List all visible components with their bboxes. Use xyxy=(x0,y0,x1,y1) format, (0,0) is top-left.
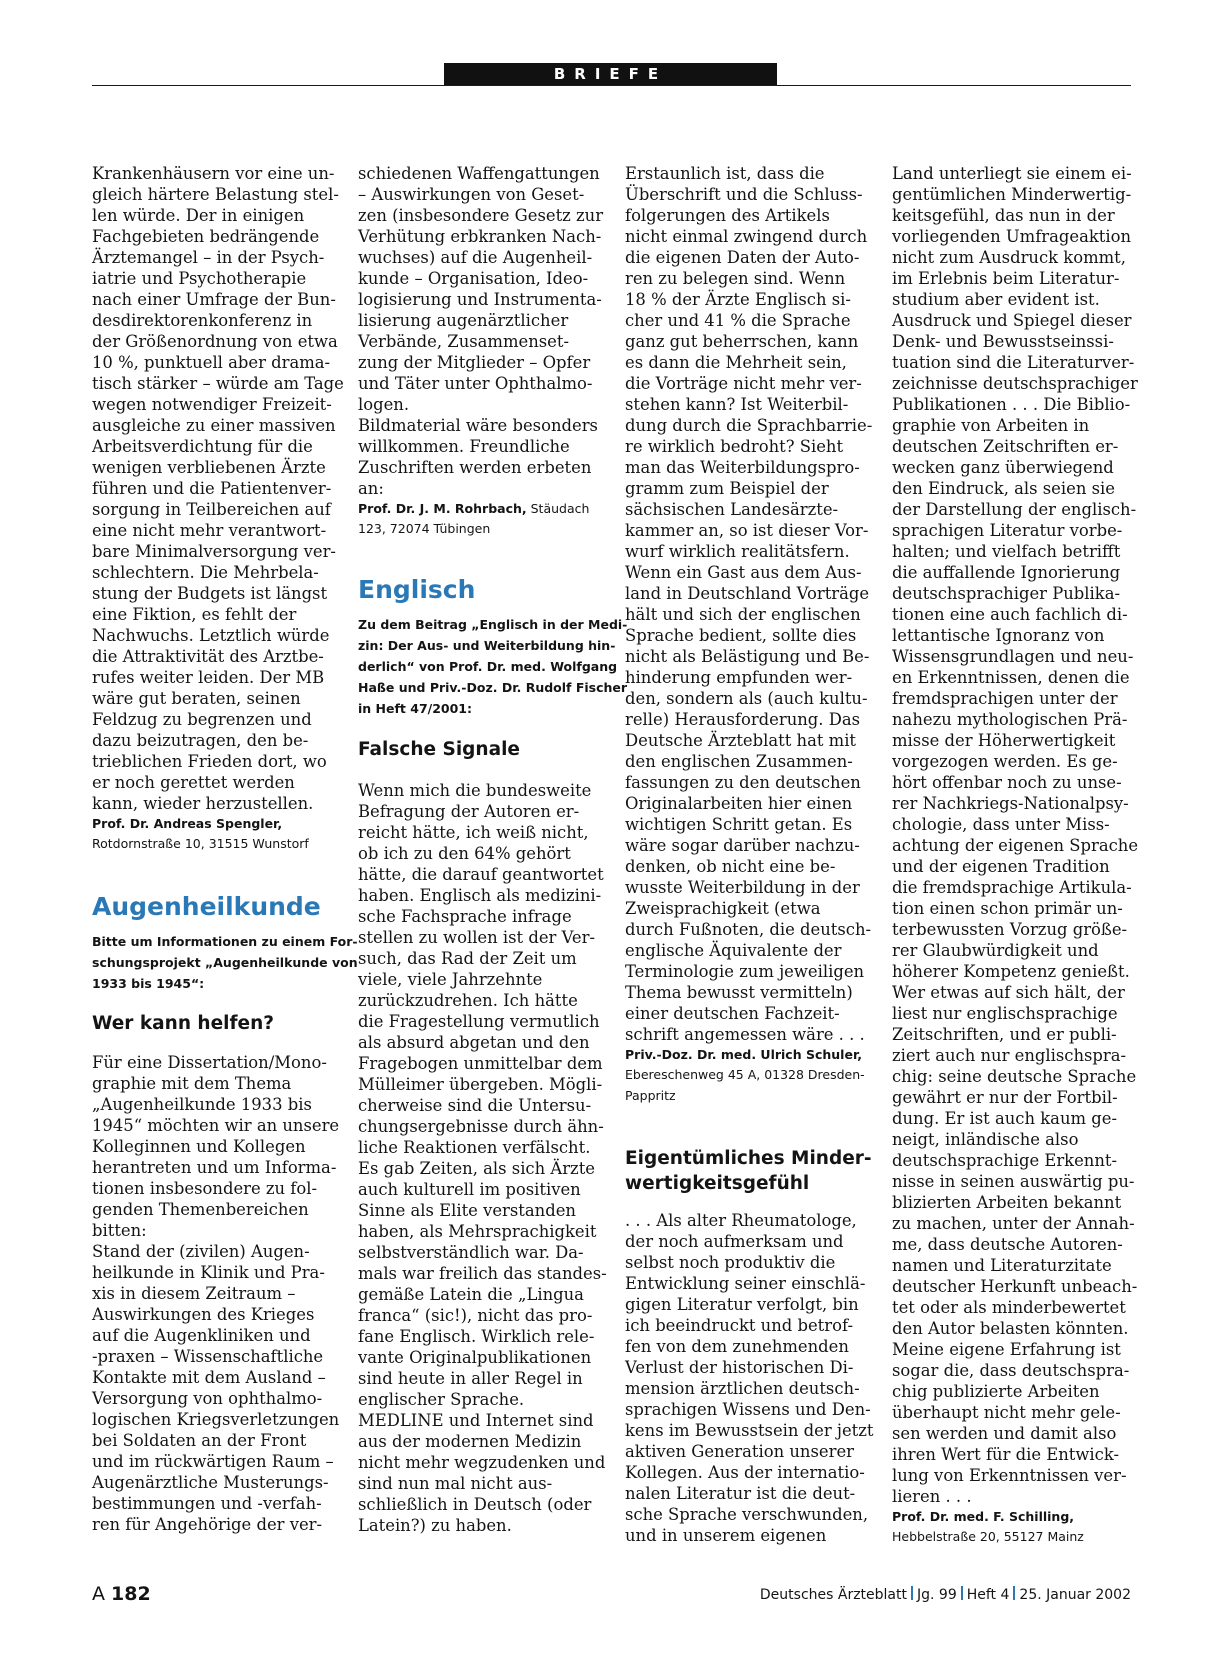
text-line: len würde. Der in einigen xyxy=(92,206,305,225)
text-line: einer deutschen Fachzeit- xyxy=(625,1004,840,1023)
text-line: stehen kann? Ist Weiterbil- xyxy=(625,395,849,414)
text-line: Mülleimer übergeben. Mögli- xyxy=(358,1075,603,1094)
text-line: Kolleginnen und Kollegen xyxy=(92,1137,306,1156)
text-line: folgerungen des Artikels xyxy=(625,206,830,225)
text-line: nisse in seinen auswärtig pu- xyxy=(892,1172,1135,1191)
text-line: Sprache bedient, sollte dies xyxy=(625,626,857,645)
text-line: die eigenen Daten der Auto- xyxy=(625,248,860,267)
signature-name: Prof. Dr. J. M. Rohrbach, xyxy=(358,501,527,516)
text-line: willkommen. Freundliche xyxy=(358,437,570,456)
text-line: Bildmaterial wäre besonders xyxy=(358,416,598,435)
text-line: Haße und Priv.-Doz. Dr. Rudolf Fischer xyxy=(358,680,628,695)
column-2 xyxy=(358,163,628,1536)
text-line: zurückzudrehen. Ich hätte xyxy=(358,991,578,1010)
text-line: Krankenhäusern vor eine un- xyxy=(92,164,335,183)
text-line: Originalarbeiten hier einen xyxy=(625,794,853,813)
text-line: der noch aufmerksam und xyxy=(625,1232,844,1251)
text-line: Bitte um Informationen zu einem For- xyxy=(92,934,358,949)
text-line: englischer Sprache. xyxy=(358,1390,525,1409)
text-line: dung. Er ist auch kaum ge- xyxy=(892,1109,1117,1128)
text-line: nach einer Umfrage der Bun- xyxy=(92,290,336,309)
text-line: trieblichen Frieden dort, wo xyxy=(92,752,327,771)
text-line: überhaupt nicht mehr gele- xyxy=(892,1403,1121,1422)
text-line: an: xyxy=(358,479,384,498)
text-line: zung der Mitglieder – Opfer xyxy=(358,353,591,372)
text-line: ren zu belegen sind. Wenn xyxy=(625,269,846,288)
text-line: kann, wieder herzustellen. xyxy=(92,794,314,813)
text-line: misse der Höherwertigkeit xyxy=(892,731,1116,750)
text-line: Terminologie zum jeweiligen xyxy=(625,962,865,981)
text-line: schlechtern. Die Mehrbela- xyxy=(92,563,319,582)
text-line: führen und die Patientenver- xyxy=(92,479,332,498)
text-line: vorgezogen werden. Es ge- xyxy=(892,752,1118,771)
text-line: die Attraktivität des Arztbe- xyxy=(92,647,324,666)
text-line: Überschrift und die Schluss- xyxy=(625,185,863,204)
text-line: vante Originalpublikationen xyxy=(358,1348,592,1367)
text-line: als absurd abgetan und den xyxy=(358,1033,590,1052)
text-line: Latein?) zu haben. xyxy=(358,1516,512,1535)
text-line: ziert auch nur englischspra- xyxy=(892,1046,1127,1065)
text-line: logischen Kriegsverletzungen xyxy=(92,1410,340,1429)
letter-subhead: Wer kann helfen? xyxy=(92,1013,274,1034)
text-line: tisch stärker – würde am Tage xyxy=(92,374,344,393)
text-line: Zuschriften werden erbeten xyxy=(358,458,592,477)
letter-intro xyxy=(92,931,358,994)
text-line: rer Nachkriegs-Nationalpsy- xyxy=(892,794,1129,813)
text-line: bitten: xyxy=(92,1221,147,1240)
text-line: sind heute in aller Regel in xyxy=(358,1369,583,1388)
text-line: hört offenbar noch zu unse- xyxy=(892,773,1122,792)
text-line: wäre gut beraten, seinen xyxy=(92,689,301,708)
letter-body xyxy=(358,163,604,499)
text-line: aus der modernen Medizin xyxy=(358,1432,582,1451)
signature-address: Rotdornstraße 10, 31515 Wunstorf xyxy=(92,836,309,851)
text-line: sprachigen Wissens und Den- xyxy=(625,1400,871,1419)
text-line: hinderung empfunden wer- xyxy=(625,668,853,687)
separator xyxy=(961,1586,963,1600)
text-line: er noch gerettet werden xyxy=(92,773,295,792)
text-line: wäre sogar darüber nachzu- xyxy=(625,836,860,855)
text-line: Verlust der historischen Di- xyxy=(625,1358,854,1377)
separator xyxy=(911,1586,913,1600)
text-line: deutschsprachige Erkennt- xyxy=(892,1151,1118,1170)
text-line: deutschsprachiger Publika- xyxy=(892,584,1121,603)
page-number xyxy=(92,1583,151,1605)
text-line: eine Fiktion, es fehlt der xyxy=(92,605,297,624)
text-line: land in Deutschland Vorträge xyxy=(625,584,870,603)
letter-body xyxy=(92,1052,340,1535)
text-line: 1945“ möchten wir an unsere xyxy=(92,1116,340,1135)
text-line: wurf wirklich realitätsfern. xyxy=(625,542,850,561)
text-line: such, das Rad der Zeit um xyxy=(358,949,577,968)
text-line: nahezu mythologischen Prä- xyxy=(892,710,1128,729)
text-line: kammer an, so ist dieser Vor- xyxy=(625,521,869,540)
letter-intro xyxy=(358,614,628,719)
text-line: ob ich zu den 64% gehört xyxy=(358,844,571,863)
text-line: Pappritz xyxy=(625,1088,676,1103)
text-line: Arbeitsverdichtung für die xyxy=(92,437,313,456)
text-line: graphie von Arbeiten in xyxy=(892,416,1090,435)
text-line: Wenn mich die bundesweite xyxy=(358,781,592,800)
text-line: bestimmungen und -verfah- xyxy=(92,1494,322,1513)
text-line: wusste Weiterbildung in der xyxy=(625,878,860,897)
letter-body xyxy=(892,163,1139,1507)
text-line: gentümlichen Minderwertig- xyxy=(892,185,1132,204)
signature-name: Prof. Dr. Andreas Spengler, xyxy=(92,816,283,831)
text-line: chig: seine deutsche Sprache xyxy=(892,1067,1137,1086)
issue-date: 25. Januar 2002 xyxy=(1019,1587,1131,1603)
text-line: 18 % der Ärzte Englisch si- xyxy=(625,290,851,309)
text-line: lisierung augenärztlicher xyxy=(358,311,569,330)
text-line: chungsergebnisse durch ähn- xyxy=(358,1117,604,1136)
letter-body xyxy=(92,163,344,814)
text-line: nicht als Belästigung und Be- xyxy=(625,647,870,666)
text-line: haben. Englisch als medizini- xyxy=(358,886,602,905)
text-line: wuchses) auf die Augenheil- xyxy=(358,248,593,267)
text-line: logen. xyxy=(358,395,410,414)
text-line: dazu beizutragen, den be- xyxy=(92,731,309,750)
text-line: kunde – Organisation, Ideo- xyxy=(358,269,589,288)
text-line: dung durch die Sprachbarrie- xyxy=(625,416,873,435)
text-line: tionen eine auch fachlich di- xyxy=(892,605,1128,624)
text-line: cher und 41 % die Sprache xyxy=(625,311,851,330)
text-line: deutschen Zeitschriften er- xyxy=(892,437,1119,456)
text-line: wegen notwendiger Freizeit- xyxy=(92,395,332,414)
text-line: Ausdruck und Spiegel dieser xyxy=(892,311,1132,330)
header-rule xyxy=(92,85,1131,86)
text-line: auf die Augenkliniken und xyxy=(92,1326,311,1345)
text-line: relle) Herausforderung. Das xyxy=(625,710,861,729)
text-line: schließlich in Deutsch (oder xyxy=(358,1495,592,1514)
text-line: Ebereschenweg 45 A, 01328 Dresden- xyxy=(625,1067,865,1082)
text-line: schungsprojekt „Augenheilkunde von xyxy=(92,955,358,970)
text-line: der Größenordnung von etwa xyxy=(92,332,338,351)
text-line: herantreten und um Informa- xyxy=(92,1158,337,1177)
text-line: rufes weiter leiden. Der MB xyxy=(92,668,325,687)
text-line: Fragebogen unmittelbar dem xyxy=(358,1054,603,1073)
text-line: Sinne als Elite verstanden xyxy=(358,1201,576,1220)
journal-name: Deutsches Ärzteblatt xyxy=(759,1587,907,1603)
letter-body xyxy=(625,1210,874,1546)
text-line: zen (insbesondere Gesetz zur xyxy=(358,206,604,225)
text-line: zin: Der Aus- und Weiterbildung hin- xyxy=(358,638,616,653)
text-line: fane Englisch. Wirklich rele- xyxy=(358,1327,595,1346)
signature-address: Hebbelstraße 20, 55127 Mainz xyxy=(892,1529,1084,1544)
text-line: graphie mit dem Thema xyxy=(92,1074,292,1093)
text-line: blizierten Arbeiten bekannt xyxy=(892,1193,1122,1212)
volume: Jg. 99 xyxy=(917,1587,957,1603)
text-line: liche Reaktionen verfälscht. xyxy=(358,1138,591,1157)
text-line: Fachgebieten bedrängende xyxy=(92,227,320,246)
text-line: die Vorträge nicht mehr ver- xyxy=(625,374,862,393)
letter-body xyxy=(358,780,607,1536)
text-line: Befragung der Autoren er- xyxy=(358,802,580,821)
text-line: logisierung und Instrumenta- xyxy=(358,290,602,309)
text-line: ich beeindruckt und betrof- xyxy=(625,1316,853,1335)
text-line: nicht einmal zwingend durch xyxy=(625,227,868,246)
text-line: Wenn ein Gast aus dem Aus- xyxy=(625,563,862,582)
letter-subhead xyxy=(625,1146,872,1196)
text-line: den, sondern als (auch kultu- xyxy=(625,689,868,708)
text-line: neigt, inländische also xyxy=(892,1130,1079,1149)
text-line: ren für Angehörige der ver- xyxy=(92,1515,323,1534)
text-line: 1933 bis 1945“: xyxy=(92,976,205,991)
text-line: hätte, die darauf geantwortet xyxy=(358,865,604,884)
text-line: franca“ (sic!), nicht das pro- xyxy=(358,1306,593,1325)
text-line: hält und sich der englischen xyxy=(625,605,861,624)
text-line: sorgung in Teilbereichen auf xyxy=(92,500,331,519)
text-line: Land unterliegt sie einem ei- xyxy=(892,164,1132,183)
text-line: Meine eigene Erfahrung ist xyxy=(892,1340,1121,1359)
text-line: Feldzug zu begrenzen und xyxy=(92,710,312,729)
text-line: Erstaunlich ist, dass die xyxy=(625,164,825,183)
text-line: Für eine Dissertation/Mono- xyxy=(92,1053,327,1072)
text-line: halten; und vielfach betrifft xyxy=(892,542,1121,561)
text-line: es dann die Mehrheit sein, xyxy=(625,353,847,372)
text-line: Stand der (zivilen) Augen- xyxy=(92,1242,310,1261)
text-line: fen von dem zunehmenden xyxy=(625,1337,849,1356)
page-prefix: A xyxy=(92,1583,105,1605)
text-line: selbst noch produktiv die xyxy=(625,1253,836,1272)
text-line: zu machen, unter der Annah- xyxy=(892,1214,1135,1233)
text-line: der Darstellung der englisch- xyxy=(892,500,1137,519)
text-line: Ärztemangel – in der Psych- xyxy=(92,248,325,267)
section-header: BRIEFE xyxy=(444,63,777,85)
text-line: . . . Als alter Rheumatologe, xyxy=(625,1211,857,1230)
text-line: me, dass deutsche Autoren- xyxy=(892,1235,1123,1254)
letter-subhead: Falsche Signale xyxy=(358,739,520,760)
text-line: nicht mehr wegzudenken und xyxy=(358,1453,606,1472)
text-line: Versorgung von ophthalmo- xyxy=(92,1389,323,1408)
text-line: tuation sind die Literaturver- xyxy=(892,353,1135,372)
text-line: ihren Wert für die Entwick- xyxy=(892,1445,1119,1464)
text-line: Verbände, Zusammenset- xyxy=(358,332,570,351)
text-line: reicht hätte, ich weiß nicht, xyxy=(358,823,589,842)
text-line: chologie, dass unter Miss- xyxy=(892,815,1110,834)
text-line: 10 %, punktuell aber drama- xyxy=(92,353,331,372)
text-line: -praxen – Wissenschaftliche xyxy=(92,1347,324,1366)
signature-name: Priv.-Doz. Dr. med. Ulrich Schuler, xyxy=(625,1047,863,1062)
text-line: Nachwuchs. Letztlich würde xyxy=(92,626,330,645)
signature-address-start: Stäudach xyxy=(526,501,590,516)
section-title-augenheilkunde: Augenheilkunde xyxy=(92,892,321,921)
text-line: MEDLINE und Internet sind xyxy=(358,1411,594,1430)
text-line: fremdsprachigen unter der xyxy=(892,689,1118,708)
text-line: Wer etwas auf sich hält, der xyxy=(892,983,1125,1002)
text-line: nalen Literatur ist die deut- xyxy=(625,1484,856,1503)
text-line: heilkunde in Klinik und Pra- xyxy=(92,1263,325,1282)
text-line: tion einen schon primär un- xyxy=(892,899,1123,918)
text-line: Augenärztliche Musterungs- xyxy=(92,1473,329,1492)
text-line: deutscher Herkunft unbeach- xyxy=(892,1277,1138,1296)
text-line: tionen insbesondere zu fol- xyxy=(92,1179,318,1198)
text-line: zeichnisse deutschsprachiger xyxy=(892,374,1138,393)
text-line: wichtigen Schritt getan. Es xyxy=(625,815,853,834)
signature xyxy=(358,499,600,518)
text-line: Deutsche Ärzteblatt hat mit xyxy=(625,731,857,750)
text-line: sächsischen Landesärzte- xyxy=(625,500,839,519)
text-line: terbewussten Vorzug größe- xyxy=(892,920,1128,939)
text-line: vorliegenden Umfrageaktion xyxy=(892,227,1132,246)
signature-address: 123, 72074 Tübingen xyxy=(358,521,491,536)
text-line: und in unserem eigenen xyxy=(625,1526,827,1545)
text-line: liest nur englischsprachige xyxy=(892,1004,1118,1023)
text-line: sprachigen Literatur vorbe- xyxy=(892,521,1123,540)
text-line: gewährt er nur der Fortbil- xyxy=(892,1088,1118,1107)
text-line: bare Minimalversorgung ver- xyxy=(92,542,336,561)
text-line: cherweise sind die Untersu- xyxy=(358,1096,592,1115)
text-line: ausgleiche zu einer massiven xyxy=(92,416,336,435)
text-line: iatrie und Psychotherapie xyxy=(92,269,307,288)
text-line: wecken ganz überwiegend xyxy=(892,458,1114,477)
text-line: derlich“ von Prof. Dr. med. Wolfgang xyxy=(358,659,618,674)
text-line: im Erlebnis beim Literatur- xyxy=(892,269,1120,288)
text-line: haben, als Mehrsprachigkeit xyxy=(358,1222,597,1241)
text-line: Zeitschriften, und er publi- xyxy=(892,1025,1117,1044)
text-line: auch kulturell im positiven xyxy=(358,1180,581,1199)
publication-info xyxy=(760,1586,1131,1603)
text-line: fassungen zu den deutschen xyxy=(625,773,861,792)
text-line: – Auswirkungen von Geset- xyxy=(358,185,585,204)
column-1 xyxy=(92,163,358,1535)
text-line: und im rückwärtigen Raum – xyxy=(92,1452,334,1471)
text-line: achtung der eigenen Sprache xyxy=(892,836,1139,855)
text-line: namen und Literaturzitate xyxy=(892,1256,1112,1275)
text-line: den Autor belasten könnten. xyxy=(892,1319,1129,1338)
text-line: ganz gut beherrschen, kann xyxy=(625,332,859,351)
issue: Heft 4 xyxy=(966,1587,1010,1603)
text-line: en Erkenntnissen, denen die xyxy=(892,668,1130,687)
text-line: wertigkeitsgefühl xyxy=(625,1173,810,1194)
text-line: denken, ob nicht eine be- xyxy=(625,857,836,876)
text-line: die auffallende Ignorierung xyxy=(892,563,1121,582)
text-line: gemäße Latein die „Lingua xyxy=(358,1285,584,1304)
text-line: die fremdsprachige Artikula- xyxy=(892,878,1132,897)
text-line: schrift angemessen wäre . . . xyxy=(625,1025,865,1044)
text-line: den Eindruck, als seien sie xyxy=(892,479,1115,498)
text-line: tet oder als minderbewertet xyxy=(892,1298,1126,1317)
text-line: Auswirkungen des Krieges xyxy=(92,1305,315,1324)
text-line: Denk- und Bewusstseinssi- xyxy=(892,332,1114,351)
text-line: nicht zum Ausdruck kommt, xyxy=(892,248,1126,267)
text-line: gigen Literatur verfolgt, bin xyxy=(625,1295,859,1314)
signature-name: Prof. Dr. med. F. Schilling, xyxy=(892,1509,1075,1524)
text-line: chig publizierte Arbeiten xyxy=(892,1382,1100,1401)
text-line: rer Glaubwürdigkeit und xyxy=(892,941,1099,960)
text-line: englische Äquivalente der xyxy=(625,941,842,960)
text-line: stung der Budgets ist längst xyxy=(92,584,328,603)
text-line: lung von Erkenntnissen ver- xyxy=(892,1466,1127,1485)
text-line: in Heft 47/2001: xyxy=(358,701,472,716)
text-line: Thema bewusst vermitteln) xyxy=(625,983,853,1002)
text-line: gleich härtere Belastung stel- xyxy=(92,185,339,204)
text-line: mension ärztlichen deutsch- xyxy=(625,1379,860,1398)
column-4 xyxy=(892,163,1139,1547)
signature-address xyxy=(625,1064,867,1106)
text-line: Publikationen . . . Die Biblio- xyxy=(892,395,1131,414)
text-line: stellen zu wollen ist der Ver- xyxy=(358,928,595,947)
text-line: sind nun mal nicht aus- xyxy=(358,1474,553,1493)
text-line: lettantische Ignoranz von xyxy=(892,626,1105,645)
text-line: eine nicht mehr verantwort- xyxy=(92,521,327,540)
text-line: schiedenen Waffengattungen xyxy=(358,164,600,183)
text-line: mals war freilich das standes- xyxy=(358,1264,607,1283)
text-line: und Täter unter Ophthalmo- xyxy=(358,374,593,393)
letter-body xyxy=(625,163,873,1045)
text-line: studium aber evident ist. xyxy=(892,290,1100,309)
text-line: sche Sprache verschwunden, xyxy=(625,1505,869,1524)
section-title-englisch: Englisch xyxy=(358,575,476,604)
text-line: Verhütung erbkranken Nach- xyxy=(358,227,602,246)
page-number-value: 182 xyxy=(111,1583,151,1605)
text-line: xis in diesem Zeitraum – xyxy=(92,1284,296,1303)
text-line: lieren . . . xyxy=(892,1487,972,1506)
text-line: höherer Kompetenz genießt. xyxy=(892,962,1130,981)
text-line: keitsgefühl, das nun in der xyxy=(892,206,1115,225)
text-line: aktiven Generation unserer xyxy=(625,1442,854,1461)
text-line: durch Fußnoten, die deutsch- xyxy=(625,920,872,939)
text-line: Zu dem Beitrag „Englisch in der Medi- xyxy=(358,617,628,632)
text-line: sche Fachsprache infrage xyxy=(358,907,572,926)
text-line: „Augenheilkunde 1933 bis xyxy=(92,1095,312,1114)
text-line: wenigen verbliebenen Ärzte xyxy=(92,458,326,477)
text-line: Zweisprachigkeit (etwa xyxy=(625,899,821,918)
text-line: Entwicklung seiner einschlä- xyxy=(625,1274,866,1293)
text-line: sen werden und damit also xyxy=(892,1424,1117,1443)
text-line: genden Themenbereichen xyxy=(92,1200,309,1219)
text-line: desdirektorenkonferenz in xyxy=(92,311,313,330)
separator xyxy=(1013,1586,1015,1600)
text-line: Es gab Zeiten, als sich Ärzte xyxy=(358,1159,595,1178)
text-line: man das Weiterbildungspro- xyxy=(625,458,860,477)
text-line: und der eigenen Tradition xyxy=(892,857,1110,876)
text-line: Kontakte mit dem Ausland – xyxy=(92,1368,326,1387)
text-line: viele, viele Jahrzehnte xyxy=(358,970,543,989)
text-line: selbstverständlich war. Da- xyxy=(358,1243,584,1262)
text-line: kens im Bewusstsein der jetzt xyxy=(625,1421,874,1440)
text-line: Eigentümliches Minder- xyxy=(625,1148,872,1169)
text-line: Wissensgrundlagen und neu- xyxy=(892,647,1134,666)
text-line: re wirklich bedroht? Sieht xyxy=(625,437,844,456)
text-line: den englischen Zusammen- xyxy=(625,752,853,771)
column-3 xyxy=(625,163,874,1546)
text-line: Kollegen. Aus der internatio- xyxy=(625,1463,865,1482)
text-line: bei Soldaten an der Front xyxy=(92,1431,307,1450)
text-line: sogar die, dass deutschspra- xyxy=(892,1361,1130,1380)
text-line: gramm zum Beispiel der xyxy=(625,479,829,498)
text-line: die Fragestellung vermutlich xyxy=(358,1012,600,1031)
